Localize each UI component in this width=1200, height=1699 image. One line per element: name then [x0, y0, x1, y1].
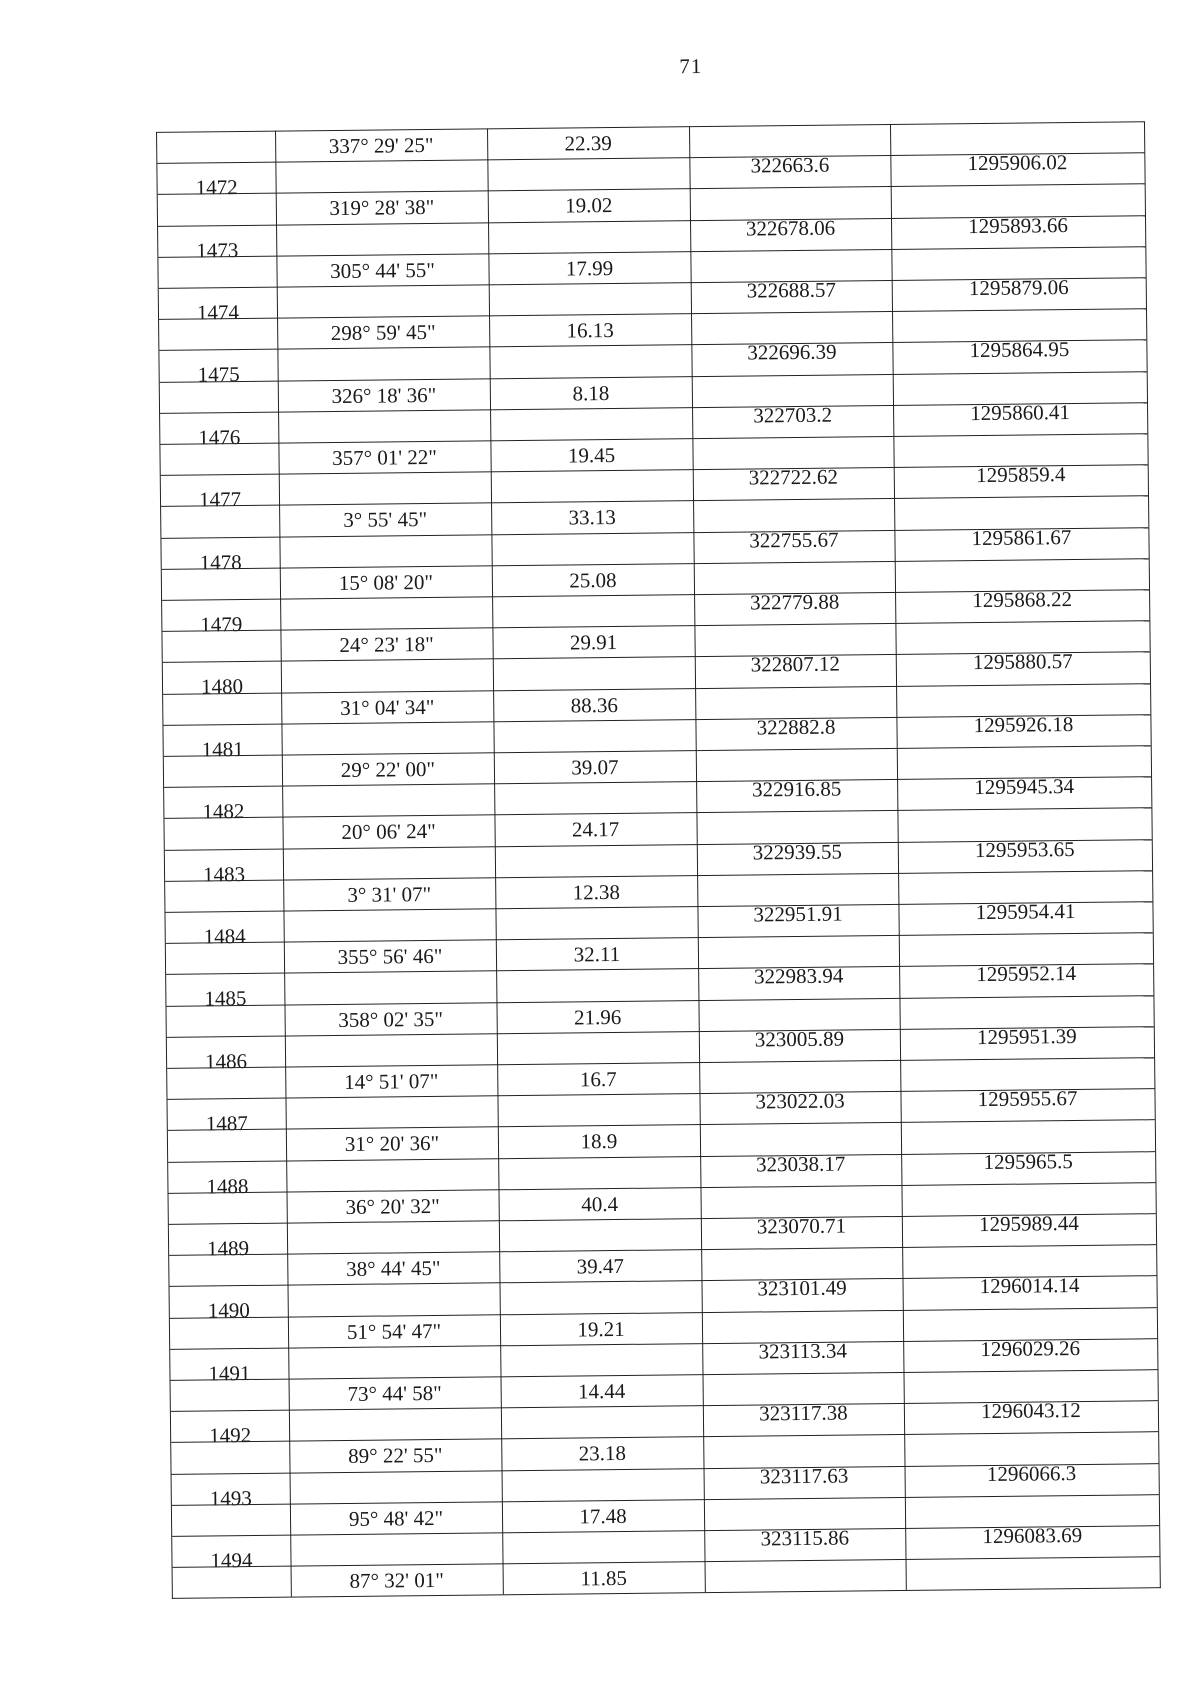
distance-cell	[494, 782, 696, 815]
station-cell	[160, 381, 278, 413]
distance-cell	[495, 845, 697, 878]
bearing-cell	[285, 1096, 497, 1129]
bearing-cell	[284, 972, 496, 1005]
distance-cell: 16.7	[579, 1067, 617, 1092]
distance-cell: 24.17	[571, 817, 620, 842]
easting-cell: 323022.03	[755, 1088, 845, 1114]
survey-table	[156, 121, 1161, 1599]
distance-cell	[488, 221, 690, 254]
bearing-cell	[281, 722, 493, 755]
northing-cell: 1295868.22	[972, 587, 1073, 613]
distance-cell	[489, 346, 691, 379]
northing-cell: 1295860.41	[970, 399, 1071, 425]
easting-cell: 322722.62	[748, 464, 839, 490]
station-cell	[169, 1192, 287, 1224]
easting-cell: 323117.38	[759, 1400, 848, 1426]
northing-cell: 1295954.41	[975, 899, 1076, 925]
bearing-cell	[285, 1034, 497, 1067]
bearing-cell	[290, 1471, 502, 1504]
northing-cell: 1296066.3	[986, 1460, 1077, 1486]
station-cell: 1477	[198, 487, 242, 512]
station-cell: 1473	[196, 237, 239, 263]
station-cell: 1481	[201, 736, 244, 762]
easting-cell: 322916.85	[751, 776, 842, 802]
station-cell	[165, 880, 283, 912]
station-cell	[166, 943, 284, 975]
station-cell	[167, 1068, 285, 1100]
station-cell: 1490	[207, 1298, 250, 1323]
station-cell	[171, 1442, 289, 1474]
easting-cell: 323038.17	[755, 1151, 846, 1177]
easting-cell: 323101.49	[757, 1275, 847, 1301]
northing-cell: 1295861.67	[971, 524, 1072, 550]
northing-cell: 1295864.95	[969, 337, 1070, 363]
station-cell: 1492	[209, 1423, 252, 1448]
bearing-cell: 95° 48' 42"	[348, 1505, 444, 1531]
station-cell	[169, 1255, 287, 1287]
station-cell: 1491	[208, 1360, 251, 1386]
northing-cell: 1295879.06	[968, 275, 1069, 301]
bearing-cell: 319° 28' 38"	[329, 195, 435, 221]
distance-cell: 18.9	[580, 1129, 618, 1154]
easting-cell: 322696.39	[747, 339, 837, 365]
bearing-cell	[278, 410, 490, 443]
easting-cell: 322755.67	[749, 527, 839, 553]
easting-cell: 323005.89	[754, 1026, 845, 1052]
northing-cell: 1295906.02	[967, 150, 1068, 176]
station-cell	[157, 132, 275, 164]
northing-cell: 1295952.14	[976, 961, 1077, 987]
bearing-cell: 357° 01' 22"	[332, 444, 438, 471]
northing-cell: 1295945.34	[974, 774, 1075, 800]
station-cell	[158, 256, 276, 288]
easting-cell: 322688.57	[746, 277, 837, 303]
bearing-cell	[275, 161, 487, 194]
bearing-cell	[277, 285, 489, 318]
easting-cell: 322882.8	[756, 714, 836, 740]
distance-cell	[502, 1469, 704, 1502]
easting-cell	[705, 1560, 906, 1593]
distance-cell	[500, 1281, 702, 1314]
easting-cell: 322678.06	[745, 215, 836, 241]
distance-cell	[497, 1094, 699, 1127]
easting-cell: 322951.91	[753, 901, 843, 927]
bearing-cell	[288, 1346, 500, 1379]
distance-cell	[492, 595, 694, 628]
distance-cell: 25.08	[569, 567, 617, 593]
bearing-cell: 73° 44' 58"	[347, 1380, 442, 1406]
bearing-cell	[277, 348, 489, 381]
bearing-cell	[276, 223, 488, 256]
bearing-cell: 20° 06' 24"	[341, 819, 436, 845]
bearing-cell: 38° 44' 45"	[346, 1256, 441, 1282]
distance-cell: 17.99	[565, 255, 614, 281]
station-cell: 1486	[204, 1048, 248, 1074]
bearing-cell: 326° 18' 36"	[331, 382, 437, 408]
easting-cell: 323113.34	[758, 1338, 848, 1364]
distance-cell: 29.91	[569, 630, 618, 655]
station-cell	[170, 1317, 288, 1349]
bearing-cell: 51° 54' 47"	[346, 1318, 442, 1344]
bearing-cell: 31° 20' 36"	[344, 1131, 440, 1157]
distance-cell	[499, 1219, 701, 1252]
northing-cell: 1296029.26	[980, 1335, 1081, 1361]
station-cell: 1484	[203, 924, 246, 949]
station-cell: 1493	[209, 1485, 252, 1511]
easting-cell: 322779.88	[749, 589, 840, 615]
easting-cell: 322939.55	[752, 839, 843, 865]
northing-cell: 1296014.14	[979, 1273, 1080, 1299]
station-cell: 1487	[205, 1111, 248, 1136]
distance-cell: 22.39	[564, 131, 612, 156]
station-cell: 1494	[210, 1547, 253, 1573]
distance-cell: 40.4	[581, 1191, 619, 1217]
station-cell: 1474	[196, 300, 240, 325]
station-cell	[164, 756, 282, 788]
station-cell: 1485	[204, 986, 247, 1011]
station-cell	[172, 1504, 290, 1536]
northing-cell: 1295859.4	[976, 462, 1066, 488]
station-cell	[173, 1567, 291, 1599]
bearing-cell	[290, 1533, 502, 1566]
distance-cell: 19.21	[577, 1316, 625, 1342]
bearing-cell: 298° 59' 45"	[330, 320, 436, 346]
station-cell	[160, 444, 278, 476]
bearing-cell: 31° 04' 34"	[339, 694, 435, 720]
bearing-cell: 3° 31' 07"	[347, 881, 432, 907]
distance-cell	[501, 1406, 703, 1439]
bearing-cell	[287, 1221, 499, 1254]
northing-cell: 1295893.66	[968, 212, 1069, 238]
bearing-cell: 337° 29' 25"	[328, 132, 434, 159]
station-cell: 1482	[202, 799, 245, 824]
easting-cell: 322807.12	[750, 651, 841, 677]
bearing-cell	[286, 1159, 498, 1192]
distance-cell	[493, 720, 695, 753]
station-cell	[166, 1005, 284, 1037]
northing-cell: 1296043.12	[980, 1398, 1081, 1424]
page-number: 71	[679, 54, 703, 79]
easting-cell: 322703.2	[753, 402, 833, 428]
distance-cell	[496, 970, 698, 1003]
distance-cell: 88.36	[570, 692, 618, 718]
easting-cell: 323115.86	[760, 1525, 850, 1551]
distance-cell	[500, 1344, 702, 1377]
station-cell: 1476	[198, 424, 241, 450]
station-cell	[159, 319, 277, 351]
distance-cell	[490, 408, 692, 441]
distance-cell: 8.18	[572, 380, 610, 406]
distance-cell: 17.48	[579, 1503, 627, 1529]
distance-cell	[491, 470, 693, 503]
distance-cell	[489, 283, 691, 316]
station-cell: 1479	[200, 612, 243, 637]
station-cell: 1480	[200, 674, 244, 699]
distance-cell: 39.07	[571, 754, 619, 780]
bearing-cell	[283, 909, 495, 942]
station-cell: 1475	[197, 362, 240, 387]
bearing-cell	[289, 1408, 501, 1441]
station-cell: 1488	[206, 1173, 249, 1199]
station-cell	[158, 194, 276, 226]
northing-cell: 1295951.39	[976, 1023, 1077, 1049]
station-cell	[164, 818, 282, 850]
bearing-cell	[279, 535, 491, 568]
distance-cell: 23.18	[578, 1441, 627, 1466]
distance-cell: 39.47	[576, 1254, 625, 1279]
distance-cell	[495, 907, 697, 940]
station-cell	[163, 693, 281, 725]
bearing-cell: 36° 20' 32"	[345, 1193, 440, 1219]
bearing-cell: 355° 56' 46"	[337, 944, 443, 970]
northing-cell: 1295989.44	[978, 1211, 1079, 1237]
distance-cell	[502, 1531, 704, 1564]
station-cell	[162, 568, 280, 600]
northing-cell: 1295953.65	[974, 836, 1075, 862]
bearing-cell: 89° 22' 55"	[348, 1443, 443, 1469]
distance-cell: 33.13	[568, 505, 616, 530]
bearing-cell	[280, 597, 492, 630]
station-cell	[162, 631, 280, 663]
easting-cell: 322663.6	[750, 152, 830, 178]
northing-cell: 1295880.57	[972, 649, 1073, 675]
northing-cell: 1295955.67	[977, 1086, 1078, 1112]
station-cell: 1478	[199, 549, 242, 575]
bearing-cell	[283, 847, 495, 880]
distance-cell	[497, 1032, 699, 1065]
easting-cell: 322983.94	[753, 963, 844, 989]
bearing-cell	[281, 660, 493, 693]
distance-cell: 12.38	[572, 879, 621, 905]
distance-cell: 14.44	[577, 1378, 626, 1404]
station-cell	[168, 1130, 286, 1162]
distance-cell	[487, 158, 689, 191]
distance-cell: 16.13	[566, 318, 614, 343]
distance-cell: 32.11	[573, 942, 621, 967]
bearing-cell: 14° 51' 07"	[344, 1068, 439, 1094]
easting-cell: 323070.71	[756, 1213, 847, 1239]
bearing-cell	[282, 785, 494, 818]
bearing-cell: 305° 44' 55"	[330, 257, 436, 283]
distance-cell: 19.02	[565, 193, 613, 218]
northing-cell: 1296083.69	[982, 1522, 1083, 1549]
station-cell	[171, 1380, 289, 1412]
station-cell: 1472	[195, 175, 238, 200]
bearing-cell: 29° 22' 00"	[340, 756, 436, 782]
distance-cell: 19.45	[567, 442, 616, 468]
northing-cell	[906, 1557, 1160, 1591]
northing-cell: 1295965.5	[983, 1148, 1073, 1174]
distance-cell	[498, 1157, 700, 1190]
bearing-cell	[279, 473, 491, 506]
distance-cell: 21.96	[573, 1004, 622, 1030]
bearing-cell: 358° 02' 35"	[338, 1006, 444, 1032]
bearing-cell: 15° 08' 20"	[338, 569, 434, 595]
station-cell: 1489	[206, 1235, 250, 1261]
easting-cell: 323117.63	[759, 1463, 849, 1489]
bearing-cell: 3° 55' 45"	[343, 507, 428, 533]
station-cell	[161, 506, 279, 538]
bearing-cell: 24° 23' 18"	[339, 632, 434, 658]
distance-cell: 11.85	[580, 1566, 628, 1591]
bearing-cell: 87° 32' 01"	[349, 1568, 444, 1594]
distance-cell	[491, 533, 693, 566]
station-cell: 1483	[202, 861, 246, 887]
distance-cell	[493, 658, 695, 691]
northing-cell: 1295926.18	[973, 711, 1074, 737]
bearing-cell	[288, 1284, 500, 1317]
